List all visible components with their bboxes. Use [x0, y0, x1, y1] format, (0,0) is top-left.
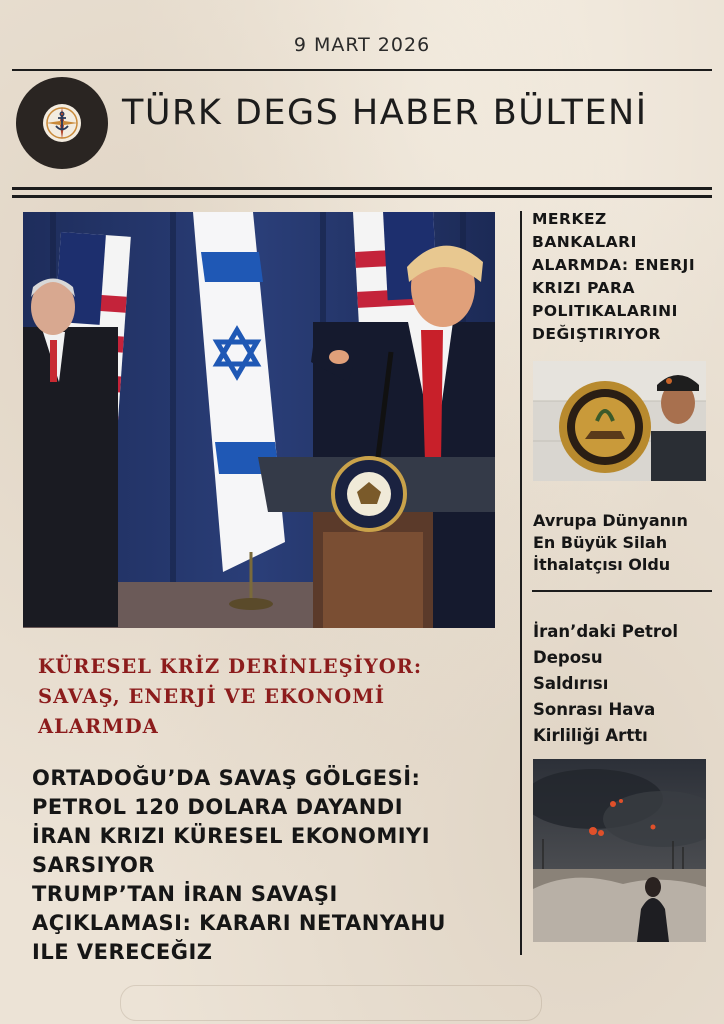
headline-line: PETROL 120 DOLARA DAYANDI: [32, 795, 404, 819]
sidebar-photo-1: [533, 361, 706, 481]
sidebar-story-2-line: Avrupa Dünyanın: [533, 511, 688, 530]
central-bank-seal-photo-icon: [533, 361, 706, 481]
sidebar-story-3-line: Deposu: [533, 648, 603, 667]
bottom-watermark: [120, 985, 542, 1021]
sidebar-story-1-line: KRIZI PARA: [532, 279, 635, 297]
sidebar-story-2-line: En Büyük Silah: [533, 533, 668, 552]
sidebar-story-1-line: BANKALARI: [532, 233, 637, 251]
sidebar-story-1-line: DEĞIŞTIRIYOR: [532, 325, 661, 343]
leaders-at-podium-photo-icon: [23, 212, 495, 628]
masthead-rule-upper: [12, 187, 712, 190]
main-headlines: [32, 764, 512, 967]
date-line: 9 MART 2026: [293, 34, 431, 56]
logo: [16, 77, 108, 169]
sidebar-story-1: [532, 208, 712, 346]
sidebar-divider: [532, 590, 712, 592]
headline-line: TRUMP’TAN İRAN SAVAŞI: [32, 882, 338, 906]
headline-line: İRAN KRIZI KÜRESEL EKONOMIYI: [32, 824, 431, 848]
kicker-line: SAVAŞ, ENERJİ VE EKONOMİ: [38, 685, 385, 708]
sidebar-story-2: [533, 510, 713, 576]
headline-line: ILE VERECEĞIZ: [32, 940, 213, 964]
main-photo: [23, 212, 495, 628]
sidebar-story-1-line: ALARMDA: ENERJI: [532, 256, 696, 274]
sidebar-story-1-line: POLITIKALARINI: [532, 302, 678, 320]
top-rule: [12, 69, 712, 71]
sidebar-story-3-line: İran’daki Petrol: [533, 622, 679, 641]
sidebar-story-3: [533, 619, 713, 749]
sidebar-story-3-line: Saldırısı: [533, 674, 609, 693]
sidebar-story-3-line: Kirliliği Arttı: [533, 726, 648, 745]
smoke-over-city-photo-icon: [533, 759, 706, 942]
kicker-line: ALARMDA: [38, 715, 159, 738]
sidebar-photo-2: [533, 759, 706, 942]
headline-line: SARSIYOR: [32, 853, 155, 877]
compass-anchor-logo-icon: [43, 104, 81, 142]
headline-line: AÇIKLAMASI: KARARI NETANYAHU: [32, 911, 446, 935]
column-divider: [520, 211, 522, 955]
sidebar-story-1-line: MERKEZ: [532, 210, 607, 228]
masthead-title: TÜRK DEGS HABER BÜLTENİ: [122, 93, 648, 133]
headline-line: ORTADOĞU’DA SAVAŞ GÖLGESİ:: [32, 766, 421, 790]
kicker-line: KÜRESEL KRİZ DERİNLEŞİYOR:: [38, 655, 423, 678]
sidebar-story-2-line: İthalatçısı Oldu: [533, 555, 671, 574]
main-kicker: [38, 652, 498, 742]
sidebar-story-3-line: Sonrası Hava: [533, 700, 656, 719]
masthead-rule-lower: [12, 195, 712, 198]
